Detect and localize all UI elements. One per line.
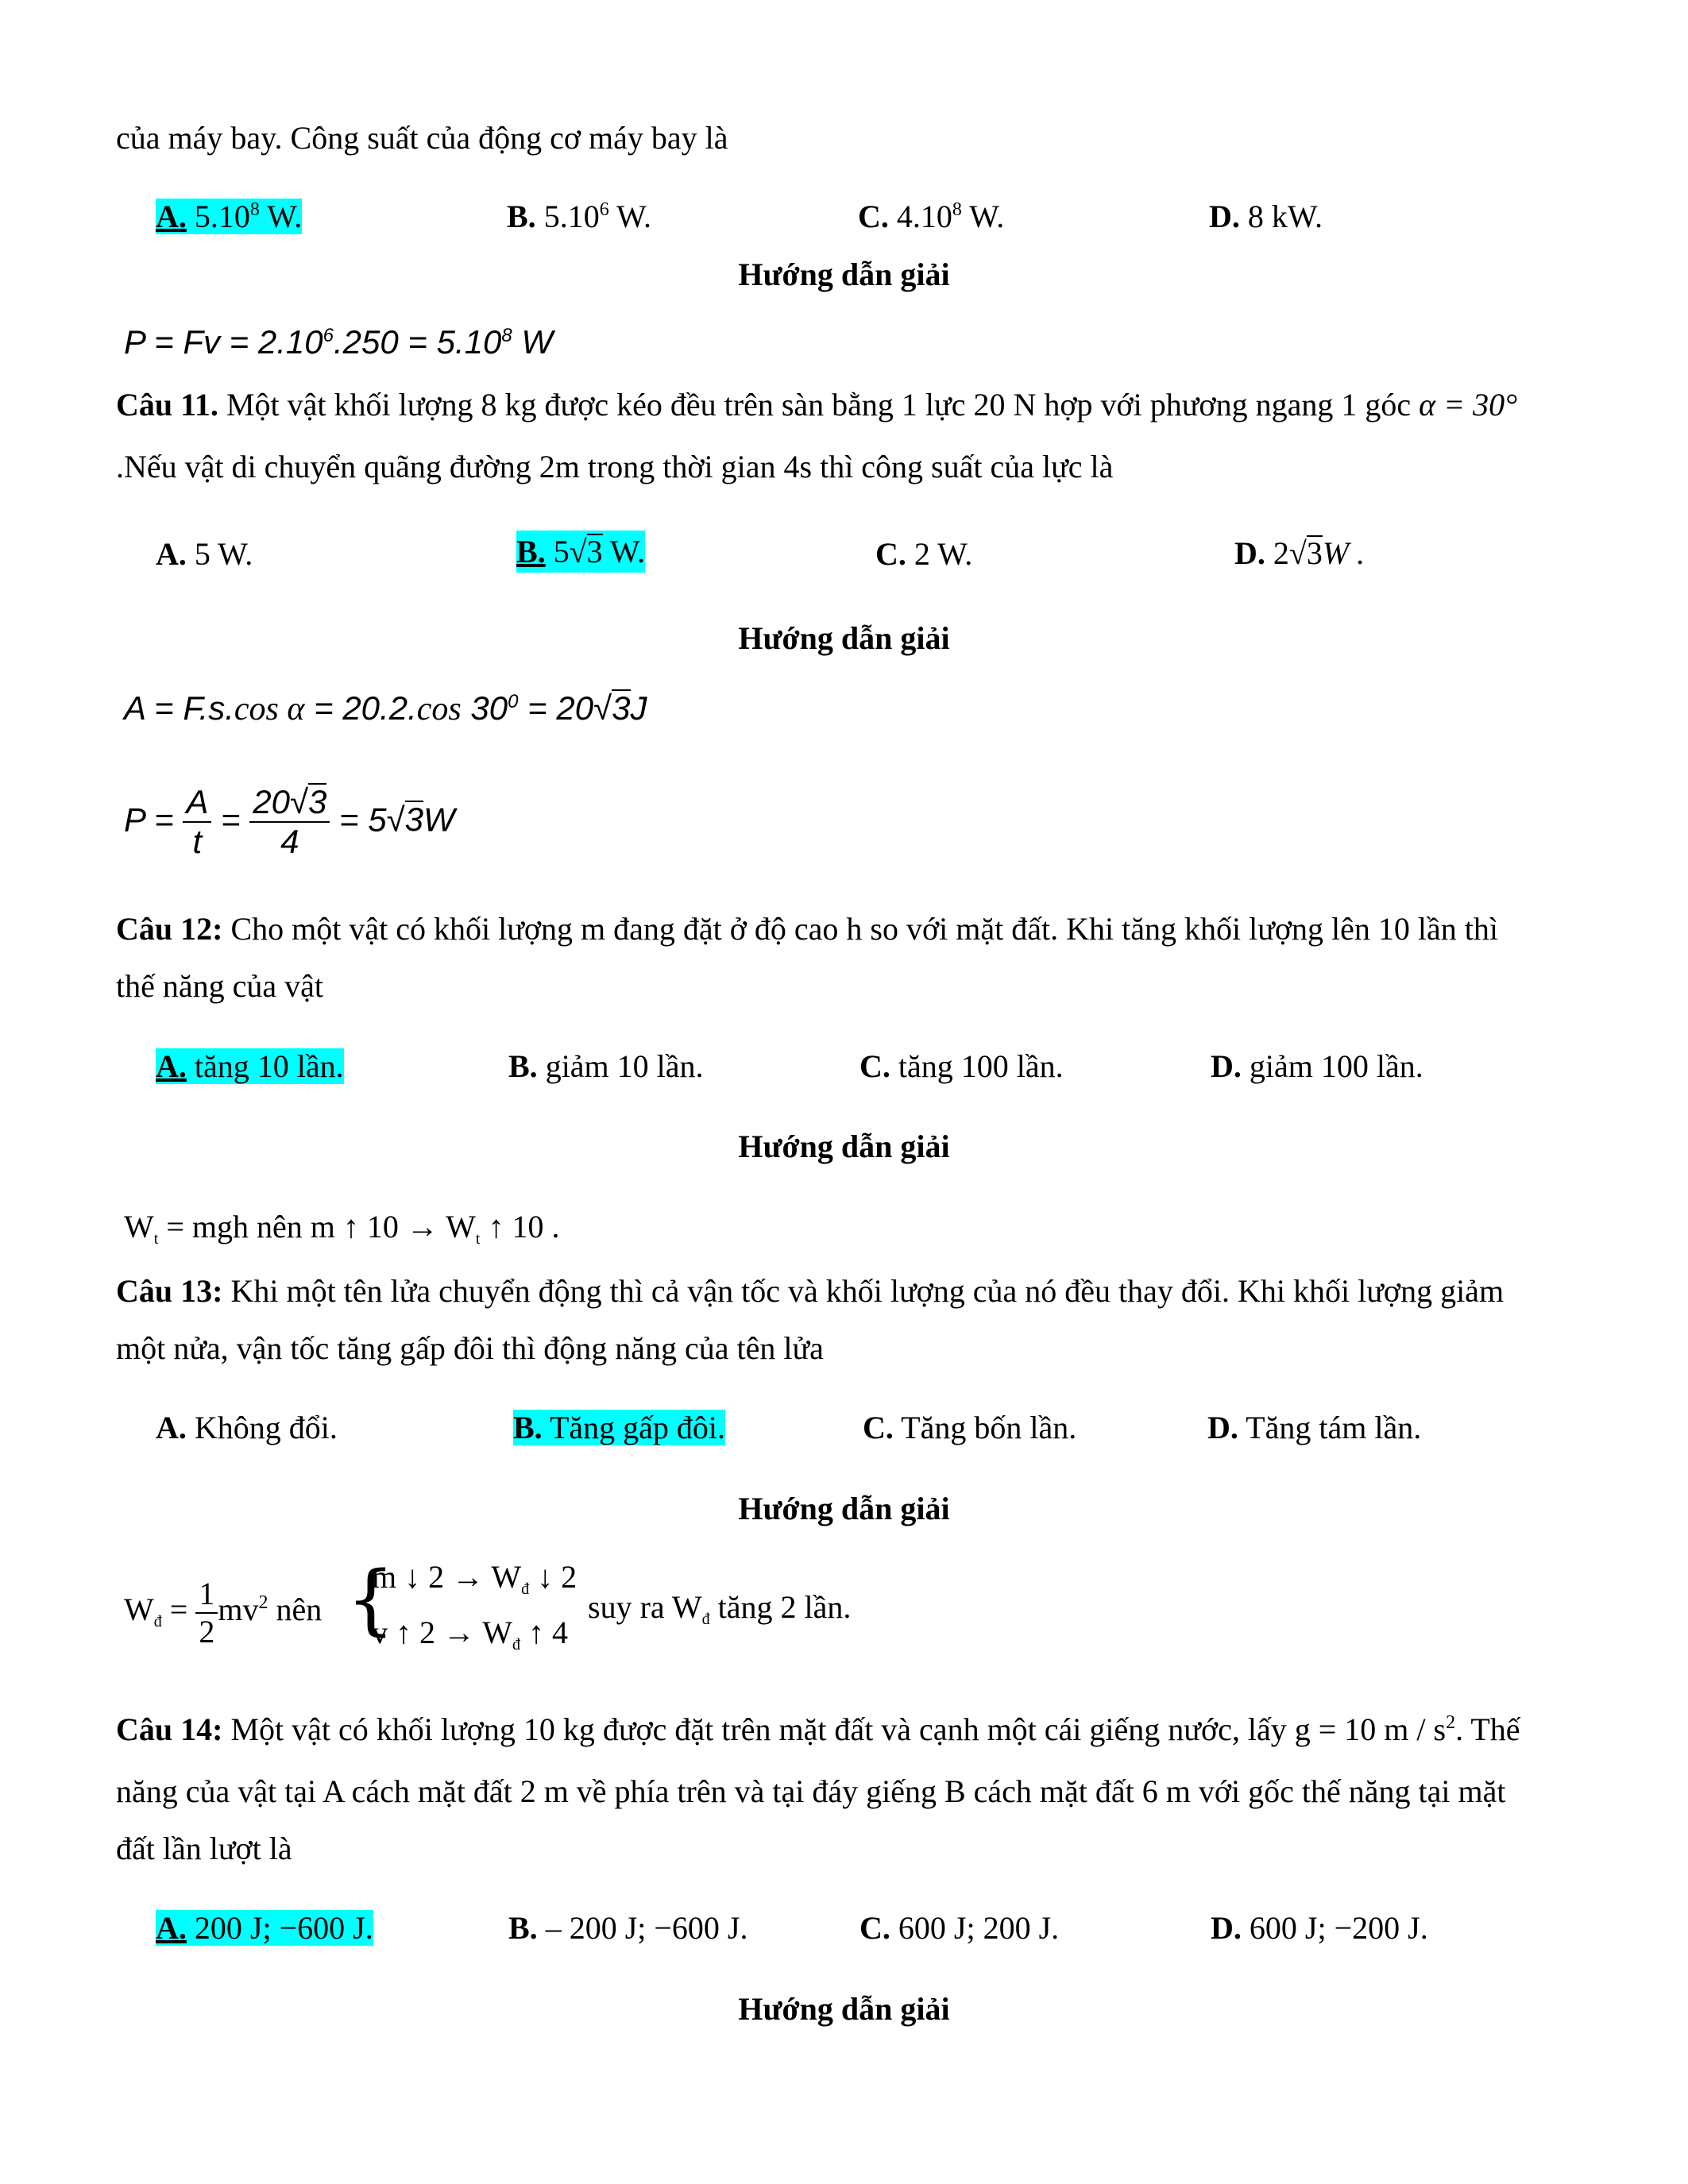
question-11-line-2: .Nếu vật di chuyển quãng đường 2m trong thời gian 4s thì công suất của lực là: [116, 449, 1114, 484]
solution-conclusion: suy ra $W_đ$ tăng 2 lần.: [588, 1589, 852, 1628]
solution-heading: Hướng dẫn giải: [738, 1491, 950, 1526]
option-b: B. Tăng gấp đôi.: [513, 1410, 726, 1445]
option-c: C. 2 W.: [875, 536, 973, 572]
question-14-line-2: năng của vật tại A cách mặt đất 2 m về phía trên và tại đáy giếng B cách mặt đất 6 m với gốc thế năng tại mặt: [116, 1773, 1506, 1809]
solution-heading: Hướng dẫn giải: [738, 1129, 950, 1164]
option-d: D. Tăng tám lần.: [1207, 1410, 1422, 1445]
system-line-1: m ↓ $2 \to W_đ$ ↓ 2: [372, 1559, 577, 1598]
question-stem: của máy bay. Công suất của động cơ máy bay là: [116, 120, 728, 156]
brace-icon: {: [346, 1555, 396, 1644]
option-b: B. – 200 J; −600 J.: [508, 1910, 748, 1946]
option-c: C. 4.10$^8$ W.: [858, 199, 1005, 234]
option-a: A. 5.10$^8$ W.: [156, 199, 303, 234]
option-d: D. giảm 100 lần.: [1211, 1048, 1423, 1084]
solution-formula: $P = Fv = 2.10^6.250 = 5.10^8$ W: [124, 323, 553, 361]
option-d: D. 600 J; −200 J.: [1211, 1910, 1428, 1946]
solution-formula-power: P = $\frac{A}{t}$ = $\frac{20√3}{4}$ = 5√3W: [124, 783, 455, 861]
system-line-2: v ↑ $2 \to W_đ$ ↑ 4: [372, 1615, 569, 1653]
option-d: D. 2√3W .: [1234, 535, 1365, 571]
option-b: B. 5√3 W.: [516, 534, 645, 568]
question-13-line-1: Câu 13: Khi một tên lửa chuyển động thì cả vận tốc và khối lượng của nó đều thay đổi. Khi khối lượng giảm: [116, 1273, 1505, 1309]
option-a: A. Không đổi.: [156, 1410, 338, 1445]
option-a: A. tăng 10 lần.: [156, 1048, 344, 1084]
option-a: A. 200 J; −600 J.: [156, 1910, 373, 1946]
option-b: B. giảm 10 lần.: [508, 1048, 704, 1084]
option-c: C. Tăng bốn lần.: [863, 1410, 1077, 1445]
solution-formula: $W_t$ = mgh nên m ↑ $10 \to W_t$ ↑ 10 .: [124, 1209, 560, 1248]
solution-formula-lhs: $W_đ$ = $\frac{1}{2}$ $mv^2$ nên: [124, 1576, 323, 1650]
option-d: D. 8 kW.: [1209, 199, 1323, 234]
question-12-line-2: thế năng của vật: [116, 968, 323, 1004]
question-14-line-1: Câu 14: Một vật có khối lượng 10 kg được đặt trên mặt đất và cạnh một cái giếng nước, lấy g = 10 m / $s^2$. Thế: [116, 1711, 1520, 1747]
option-c: C. tăng 100 lần.: [859, 1048, 1064, 1084]
solution-heading: Hướng dẫn giải: [738, 257, 950, 292]
question-13-line-2: một nửa, vận tốc tăng gấp đôi thì động năng của tên lửa: [116, 1330, 824, 1366]
option-a: A. 5 W.: [156, 536, 253, 572]
question-12-line-1: Câu 12: Cho một vật có khối lượng m đang đặt ở độ cao h so với mặt đất. Khi tăng khối lượng lên 10 lần thì: [116, 911, 1498, 947]
question-11-line-1: Câu 11. Một vật khối lượng 8 kg được kéo đều trên sàn bằng 1 lực 20 N hợp với phương ngang 1 góc α = 30°: [116, 387, 1518, 423]
solution-heading: Hướng dẫn giải: [738, 1991, 950, 2027]
question-14-line-3: đất lần lượt là: [116, 1831, 292, 1866]
option-b: B. 5.10$^6$ W.: [507, 199, 652, 234]
option-c: C. 600 J; 200 J.: [859, 1910, 1060, 1946]
solution-heading: Hướng dẫn giải: [738, 620, 950, 656]
solution-formula-work: A = F.s.cos α = 20.2.cos $30^0 = 20√3J$: [124, 689, 647, 727]
